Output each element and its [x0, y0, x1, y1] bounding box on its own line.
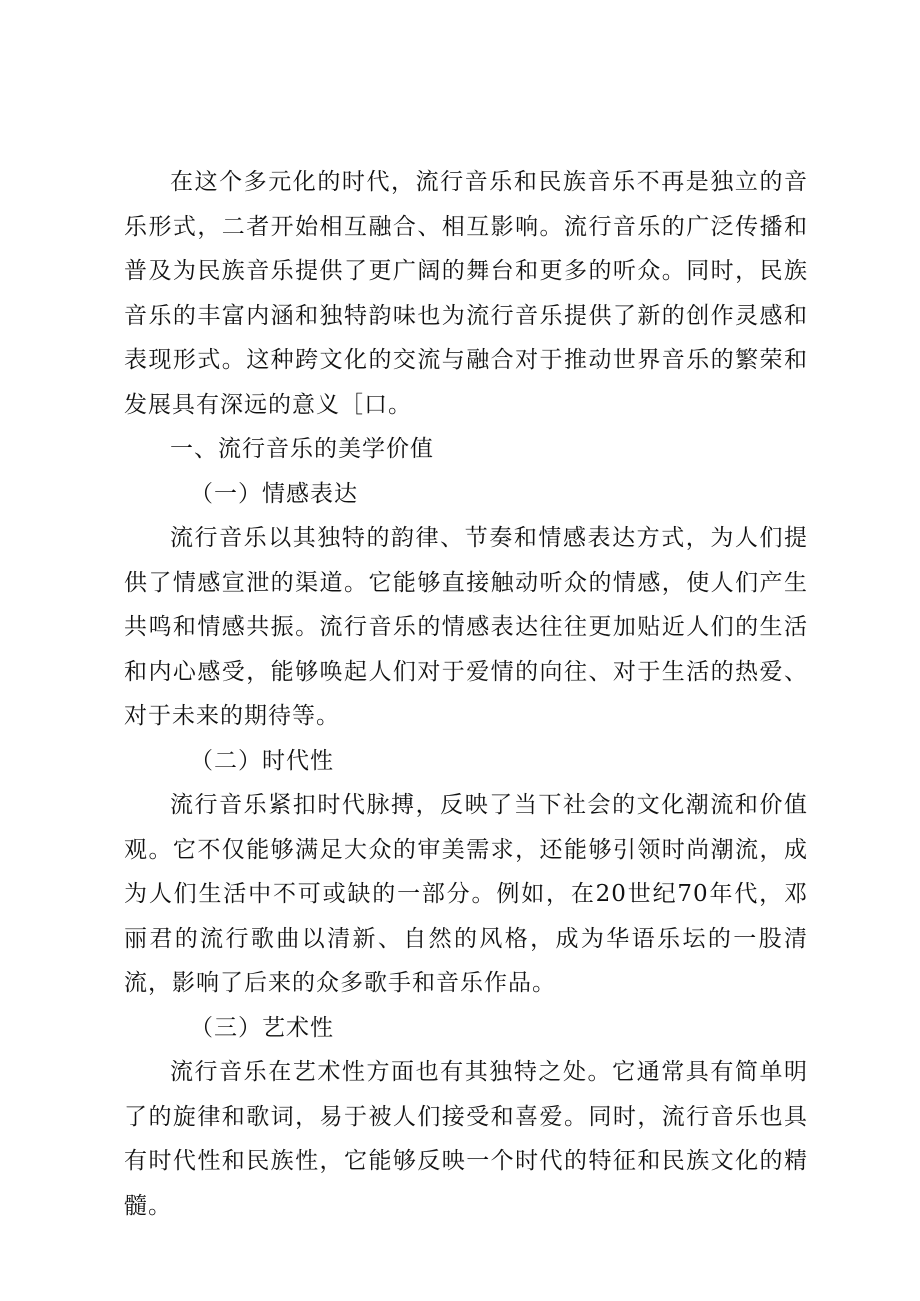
paragraph-artistry: 流行音乐在艺术性方面也有其独特之处。它通常具有简单明了的旋律和歌词，易于被人们接受和喜爱。同时，流行音乐也具有时代性和民族性，它能够反映一个时代的特征和民族文化的精髓。	[124, 1059, 808, 1219]
subheading-artistry: （三）艺术性	[190, 1014, 334, 1041]
document-page	[124, 160, 808, 1228]
subheading-timeliness: （二）时代性	[190, 747, 334, 774]
subheading-emotional-expression: （一）情感表达	[190, 480, 358, 507]
paragraph-emotional-expression: 流行音乐以其独特的韵律、节奏和情感表达方式，为人们提供了情感宣泄的渠道。它能够直接触动听众的情感，使人们产生共鸣和情感共振。流行音乐的情感表达往往更加贴近人们的生活和内心感受，能够唤起人们对于爱情的向往、对于生活的热爱、对于未来的期待等。	[124, 525, 808, 729]
intro-paragraph: 在这个多元化的时代，流行音乐和民族音乐不再是独立的音乐形式，二者开始相互融合、相互影响。流行音乐的广泛传播和普及为民族音乐提供了更广阔的舞台和更多的听众。同时，民族音乐的丰富内涵和独特韵味也为流行音乐提供了新的创作灵感和表现形式。这种跨文化的交流与融合对于推动世界音乐的繁荣和发展具有深远的意义［口。	[124, 169, 808, 418]
paragraph-timeliness: 流行音乐紧扣时代脉搏，反映了当下社会的文化潮流和价值观。它不仅能够满足大众的审美需求，还能够引领时尚潮流，成为人们生活中不可或缺的一部分。例如，在20世纪70年代，邓丽君的流行歌曲以清新、自然的风格，成为华语乐坛的一股清流，影响了后来的众多歌手和音乐作品。	[124, 792, 808, 996]
section-heading-aesthetic-value: 一、流行音乐的美学价值	[170, 436, 434, 462]
